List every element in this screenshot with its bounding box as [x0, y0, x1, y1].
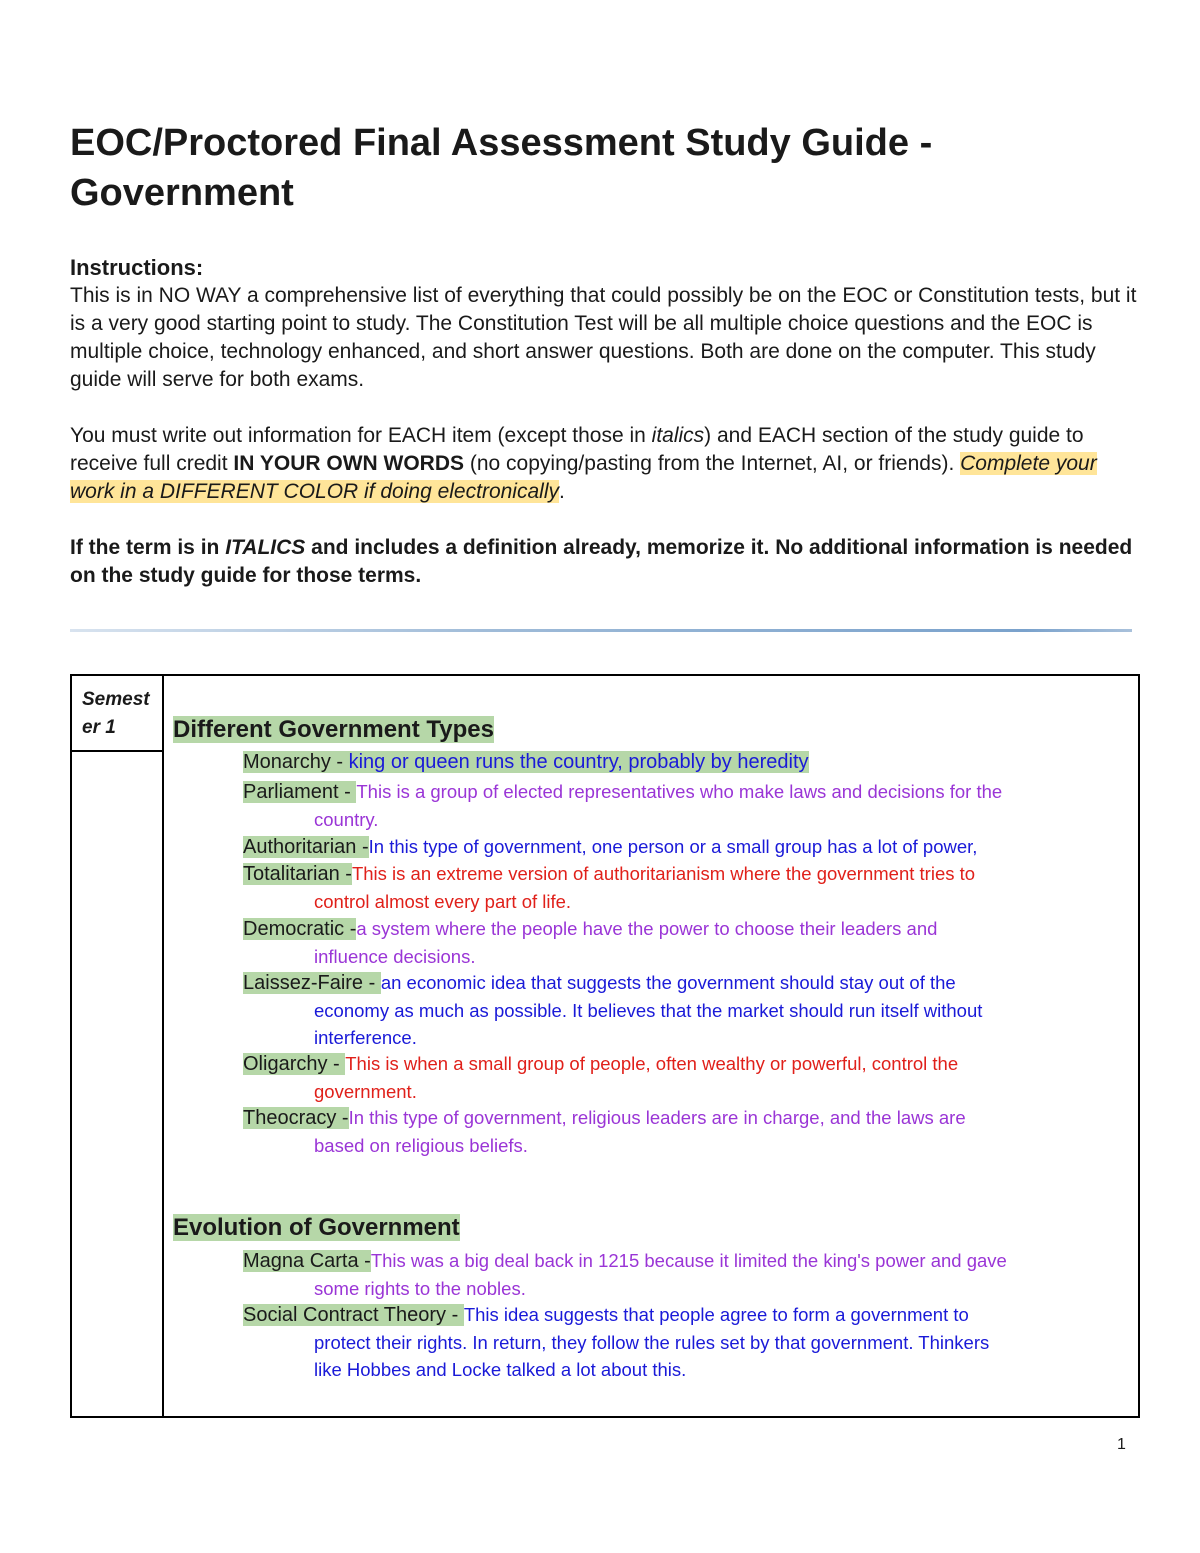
study-guide-table [70, 674, 1140, 1418]
own-words-emphasis: IN YOUR OWN WORDS [233, 452, 465, 475]
title-line-1: EOC/Proctored Final Assessment Study Guide - [70, 122, 933, 164]
entry-magna-carta: Magna Carta -This was a big deal back in 1215 because it limited the king's power and gave some rights to the nobles. [243, 1250, 1007, 1299]
entry-social-contract: Social Contract Theory - This idea suggests that people agree to form a government to protect their rights. In return, they follow the rules set by that government. Thinkers like Hobbes and Locke talked a lot about this. [243, 1304, 990, 1380]
column-divider [162, 676, 164, 1416]
instructions-block [70, 254, 1140, 590]
entry-oligarchy: Oligarchy - This is when a small group of people, often wealthy or powerful, control the government. [243, 1053, 959, 1102]
instructions-paragraph-3: If the term is in ITALICS and includes a definition already, memorize it. No additional information is needed on the study guide for those terms. [70, 536, 1133, 587]
different-color-highlight: Complete your work in a DIFFERENT COLOR if doing electronically [70, 452, 1097, 503]
instructions-paragraph-2: You must write out information for EACH item (except those in italics) and EACH section of the study guide to receive full credit IN YOUR OWN WORDS (no copying/pasting from the Internet, AI, or friends). Complete your work in a DIFFERENT COLOR if doing electronically. [70, 424, 1097, 503]
entry-parliament: Parliament - This is a group of elected representatives who make laws and decisions for the country. [243, 781, 1003, 830]
instructions-heading: Instructions: [70, 255, 204, 280]
section-heading-evolution: Evolution of Government [173, 1214, 460, 1241]
row-divider [72, 750, 162, 752]
entry-democratic: Democratic -a system where the people have the power to choose their leaders and influence decisions. [243, 918, 938, 967]
title-line-2: Government [70, 172, 294, 214]
instructions-paragraph-1: This is in NO WAY a comprehensive list of everything that could possibly be on the EOC or Constitution tests, but it is a very good starting point to study. The Constitution Test will be all multiple choice questions and the EOC is multiple choice, technology enhanced, and short answer questions. Both are done on the computer. This study guide will serve for both exams. [70, 284, 1137, 391]
entry-monarchy: Monarchy - king or queen runs the country, probably by heredity [243, 751, 809, 773]
entry-authoritarian: Authoritarian -In this type of government, one person or a small group has a lot of power, [243, 836, 978, 858]
horizontal-divider [70, 629, 1132, 632]
page-number: 1 [1117, 1436, 1126, 1453]
semester-label: Semest er 1 [82, 689, 150, 738]
entry-totalitarian: Totalitarian -This is an extreme version of authoritarianism where the government tries to control almost every part of life. [243, 863, 976, 912]
entry-laissez-faire: Laissez-Faire - an economic idea that suggests the government should stay out of the economy as much as possible. It believes that the market should run itself without interference. [243, 972, 983, 1048]
page-title [70, 118, 1070, 218]
section-heading-government-types: Different Government Types [173, 716, 494, 743]
entry-theocracy: Theocracy -In this type of government, religious leaders are in charge, and the laws are based on religious beliefs. [243, 1107, 966, 1156]
